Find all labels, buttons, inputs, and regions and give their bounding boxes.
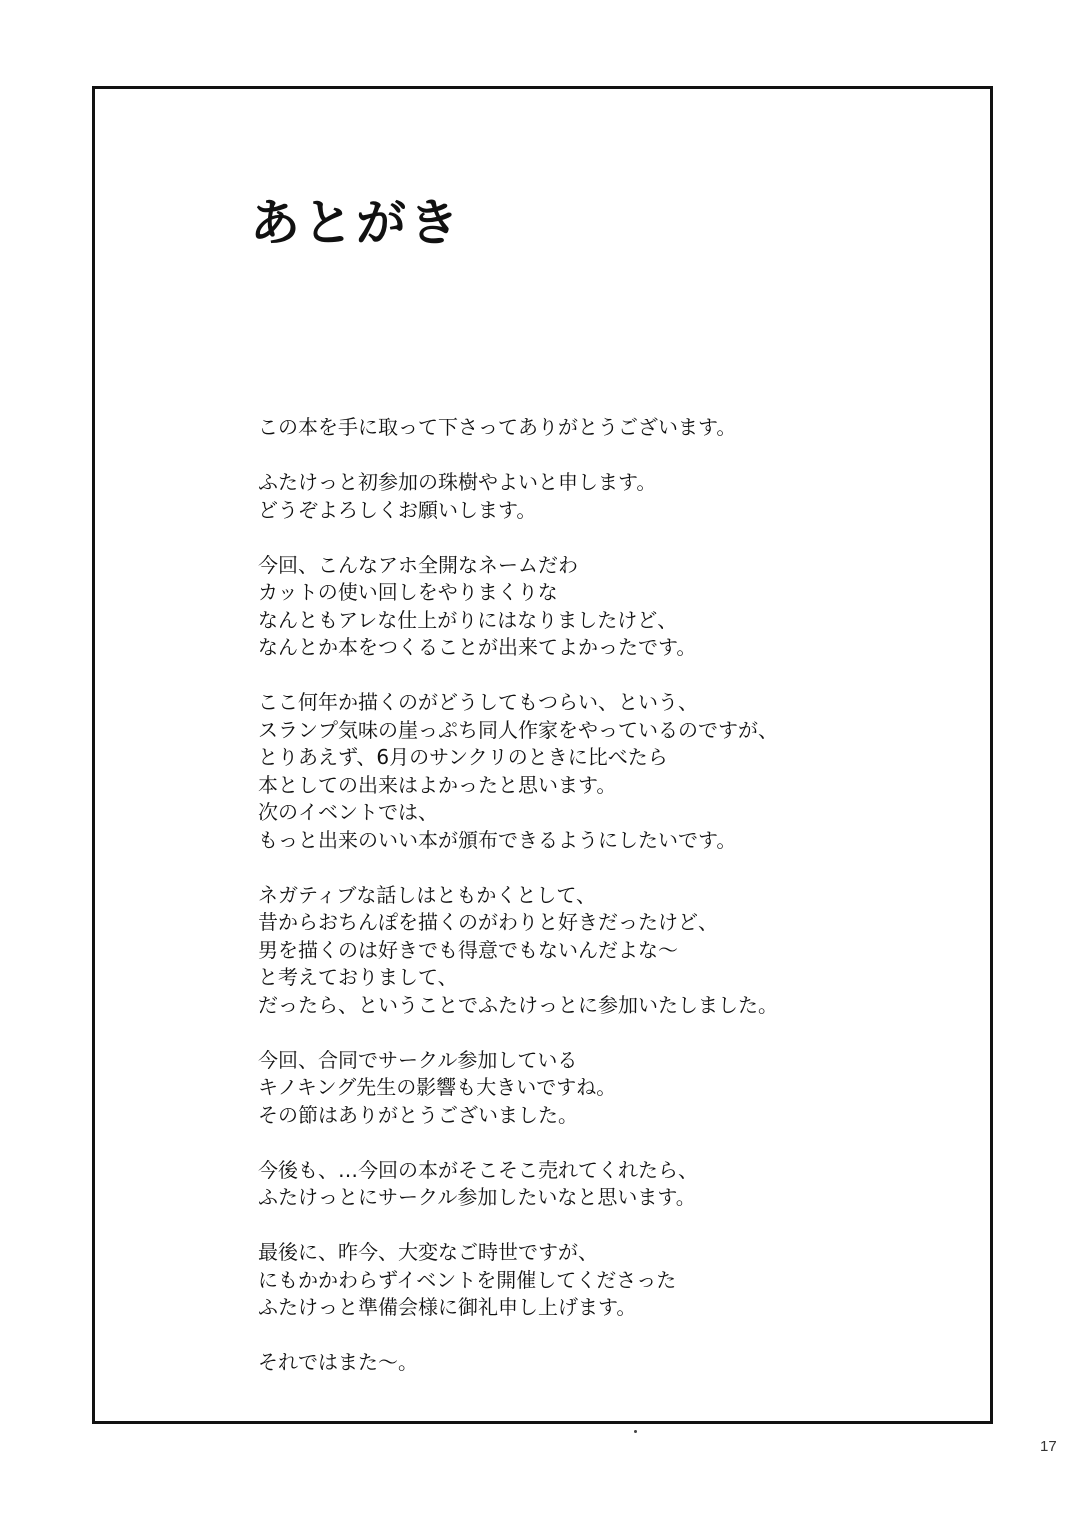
ink-speck <box>634 1430 637 1433</box>
text-line: 今回、こんなアホ全開なネームだわ <box>258 552 578 577</box>
text-line: ふたけっとにサークル参加したいなと思います。 <box>258 1185 696 1209</box>
text-line: ふたけっと準備会様に御礼申し上げます。 <box>258 1295 637 1319</box>
text-line: とりあえず、6月のサンクリのときに比べたら <box>258 745 668 769</box>
text-line: と考えておりまして、 <box>258 965 458 989</box>
text-line: 本としての出来はよかったと思います。 <box>258 772 617 797</box>
page-number: 17 <box>1040 1438 1057 1455</box>
text-line: なんとか本をつくることが出来てよかったです。 <box>258 635 697 659</box>
text-line: どうぞよろしくお願いします。 <box>258 497 537 522</box>
text-line: 今回、合同でサークル参加している <box>258 1047 578 1072</box>
paragraph <box>258 689 958 854</box>
text-line: この本を手に取って下さってありがとうございます。 <box>258 415 737 439</box>
text-line: カットの使い回しをやりまくりな <box>258 580 558 604</box>
paragraph <box>258 1239 958 1322</box>
text-line: 最後に、昨今、大変なご時世ですが、 <box>258 1240 598 1264</box>
paragraph <box>258 469 958 524</box>
text-line: スランプ気味の崖っぷち同人作家をやっているのですが、 <box>258 717 778 742</box>
text-line: にもかかわらずイベントを開催してくださった <box>258 1267 677 1292</box>
text-line: キノキング先生の影響も大きいですね。 <box>258 1075 617 1099</box>
text-line: だったら、ということでふたけっとに参加いたしました。 <box>258 992 778 1017</box>
text-line: 昔からおちんぽを描くのがわりと好きだったけど、 <box>258 910 718 934</box>
text-line: その節はありがとうございました。 <box>258 1102 578 1127</box>
paragraph <box>258 882 958 1020</box>
afterword-title: あとがき <box>250 194 462 252</box>
text-line: ネガティブな話しはともかくとして、 <box>258 882 596 907</box>
text-line: それではまた～。 <box>258 1350 418 1374</box>
text-line: ここ何年か描くのがどうしてもつらい、という、 <box>258 690 698 714</box>
afterword-body <box>258 414 958 1404</box>
text-line: 今後も、…今回の本がそこそこ売れてくれたら、 <box>258 1157 698 1182</box>
paragraph <box>258 1349 958 1377</box>
paragraph <box>258 1157 958 1212</box>
text-line: ふたけっと初参加の珠樹やよいと申します。 <box>258 470 657 494</box>
text-line: なんともアレな仕上がりにはなりましたけど、 <box>258 607 678 632</box>
text-line: 男を描くのは好きでも得意でもないんだよな～ <box>258 937 678 962</box>
text-line: もっと出来のいい本が頒布できるようにしたいです。 <box>258 827 737 852</box>
paragraph <box>258 1047 958 1130</box>
text-line: 次のイベントでは、 <box>258 800 438 824</box>
paragraph <box>258 414 958 442</box>
paragraph <box>258 552 958 662</box>
